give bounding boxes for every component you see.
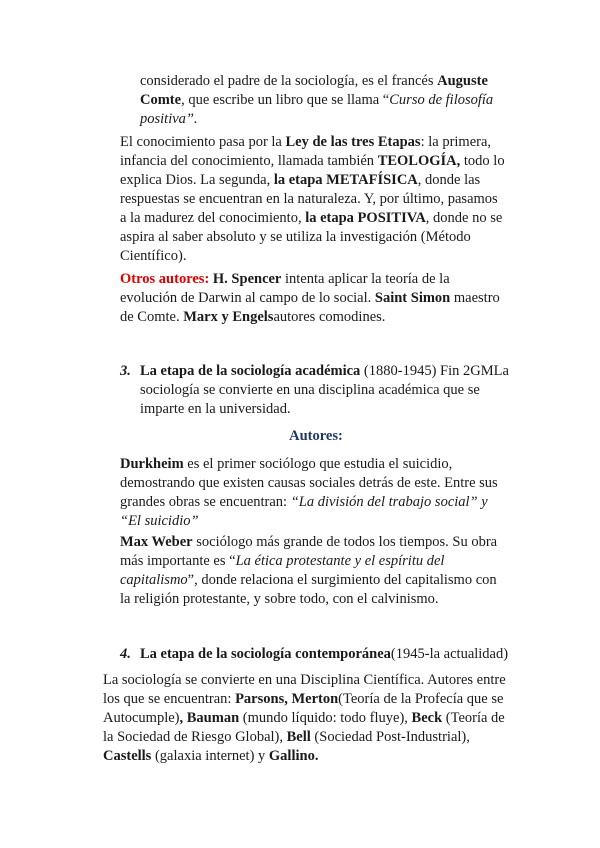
section-4-number: 4. [120,646,131,662]
weber-paragraph: Max Weber sociólogo más grande de todos los tiempos. Su obra más importante es “La ética protestante y el espíritu del capitalismo”, donde relaciona el surgimiento del capitalismo con la religión protestante, y sobre todo, con el calvinismo. [120,534,498,607]
other-authors-paragraph: Otros autores: H. Spencer intenta aplicar la teoría de la evolución de Darwin al campo de lo social. Saint Simon maestro de Comte. Marx y Engelsautores comodines. [120,271,500,325]
section-4-heading: La etapa de la sociología contemporánea(1945-la actualidad) [140,646,509,662]
comte-paragraph: considerado el padre de la sociología, es el francés Auguste Comte, que escribe un libro que se llama “Curso de filosofía positiva”. [140,73,494,127]
section-3-heading: La etapa de la sociología académica (1880-1945) Fin 2GMLa sociología se convierte en una disciplina académica que se imparte en la universidad. [140,363,509,417]
section-3-number: 3. [120,363,131,379]
durkheim-paragraph: Durkheim es el primer sociólogo que estudia el suicidio, demostrando que existen causas sociales detrás de este. Entre sus grandes obras se encuentran: “La división del trabajo social” y “El suicidio” [120,456,498,529]
three-stages-paragraph: El conocimiento pasa por la Ley de las tres Etapas: la primera, infancia del conocimiento, llamada también TEOLOGÍA, todo lo explica Dios. La segunda, la etapa METAFÍSICA, donde las respuestas se encuentran en la naturaleza. Y, por último, pasamos a la madurez del conocimiento, la etapa POSITIVA, donde no se aspira al saber absoluto y se utiliza la investigación (Método Científico). [120,134,505,264]
authors-heading: Autores: [289,428,343,444]
contemporary-paragraph: La sociología se convierte en una Disciplina Científica. Autores entre los que se encuentran: Parsons, Merton(Teoría de la Profecía que se Autocumple), Bauman (mundo líquido: todo fluye), Beck (Teoría de la Sociedad de Riesgo Global), Bell (Sociedad Post-Industrial), Castells (galaxia internet) y Gallino. [103,672,506,764]
